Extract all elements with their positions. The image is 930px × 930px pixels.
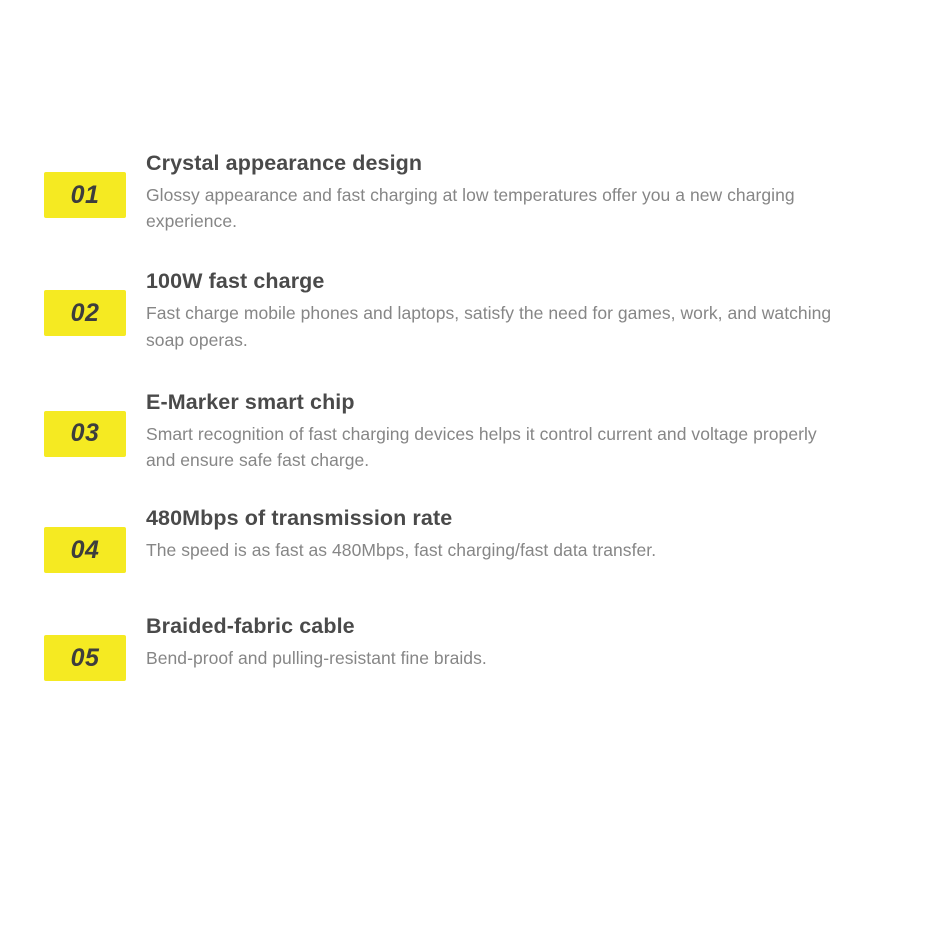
feature-number-badge: [44, 290, 126, 336]
feature-description: Bend-proof and pulling-resistant fine braids.: [146, 648, 487, 668]
list-item: [44, 150, 884, 234]
list-item: [44, 613, 884, 681]
feature-list: [44, 150, 884, 681]
feature-number-label: 04: [70, 535, 100, 564]
feature-number-label: 02: [70, 298, 100, 327]
feature-body: [126, 505, 884, 563]
feature-title: Crystal appearance design: [146, 151, 423, 175]
feature-body: [126, 613, 884, 671]
feature-title: E-Marker smart chip: [146, 389, 355, 414]
list-item: [44, 505, 884, 573]
feature-title: 100W fast charge: [146, 269, 325, 294]
feature-number-label: 01: [70, 180, 100, 209]
feature-number-badge: [44, 172, 126, 218]
feature-body: [126, 389, 884, 473]
feature-description: Smart recognition of fast charging devices helps it control current and voltage properly and ensure safe fast charge.: [146, 423, 817, 470]
list-item: [44, 389, 884, 473]
feature-title: 480Mbps of transmission rate: [146, 506, 453, 531]
feature-description: The speed is as fast as 480Mbps, fast charging/fast data transfer.: [146, 540, 657, 560]
feature-number-label: 03: [70, 419, 100, 448]
feature-body: [126, 268, 884, 352]
feature-description: Fast charge mobile phones and laptops, satisfy the need for games, work, and watching soap operas.: [146, 303, 832, 350]
list-item: [44, 268, 884, 352]
feature-number-badge: [44, 411, 126, 457]
feature-number-label: 05: [70, 643, 100, 672]
feature-number-badge: [44, 527, 126, 573]
feature-body: [126, 150, 884, 234]
feature-title: Braided-fabric cable: [146, 614, 355, 639]
feature-number-badge: [44, 635, 126, 681]
feature-description: Glossy appearance and fast charging at low temperatures offer you a new charging experience.: [146, 184, 795, 232]
